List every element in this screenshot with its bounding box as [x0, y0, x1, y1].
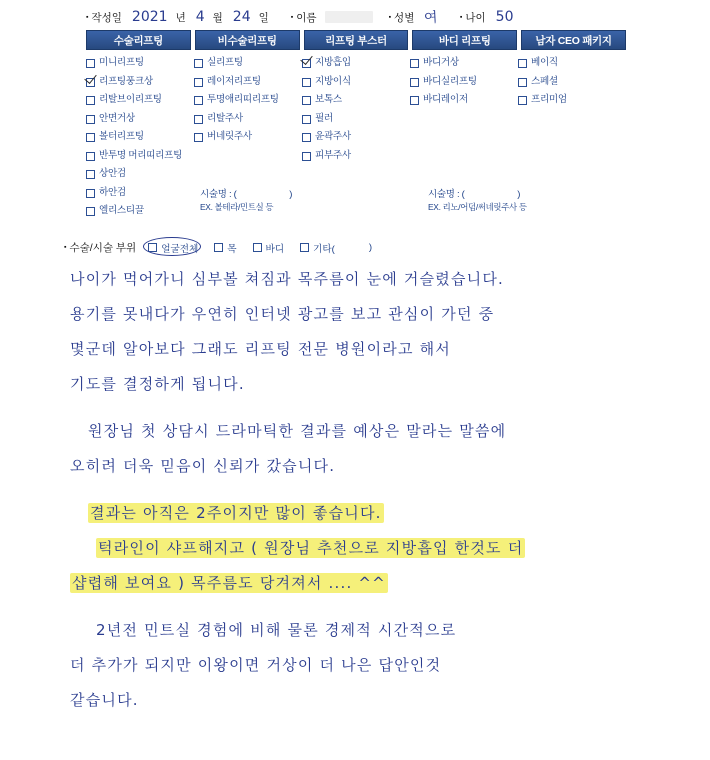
- checkbox-icon[interactable]: [86, 152, 95, 161]
- checkbox-checked-icon[interactable]: [302, 59, 311, 68]
- checkbox-icon[interactable]: [302, 78, 311, 87]
- checkbox-row[interactable]: [302, 56, 406, 75]
- note-line-text: 원장님 첫 상담시 드라마틱한 결과를 예상은 말라는 말씀에: [88, 422, 507, 440]
- bullet-icon: ▪: [290, 13, 294, 21]
- checkbox-icon[interactable]: [302, 133, 311, 142]
- options-grid: [86, 56, 631, 223]
- note-line-text: 2년전 민트실 경험에 비해 물론 경제적 시간적으로: [96, 621, 457, 639]
- note-line-highlighted: [70, 537, 650, 558]
- option-label: 보톡스: [315, 94, 342, 105]
- checkbox-row[interactable]: [194, 112, 298, 131]
- checkbox-row[interactable]: [86, 112, 190, 131]
- checkbox-icon[interactable]: [194, 96, 203, 105]
- checkbox-row[interactable]: [86, 167, 190, 186]
- area-option-neck[interactable]: [214, 241, 236, 255]
- checkbox-icon[interactable]: [194, 115, 203, 124]
- note-line-text: 나이가 먹어가니 심부볼 쳐짐과 목주름이 눈에 거슬렸습니다.: [70, 270, 505, 288]
- procedure-name-close-2: ): [517, 189, 521, 200]
- area-option-label: 목: [227, 243, 237, 255]
- option-label: 리프팅풍크상: [99, 75, 153, 87]
- procedure-example-2: EX. 리노/어덤/써네릿주사 등: [428, 202, 527, 212]
- option-label: 버네릿주사: [207, 131, 252, 142]
- option-label: 안면거상: [99, 112, 135, 124]
- area-option-other-close: ): [368, 242, 373, 253]
- bullet-icon: ▪: [459, 13, 463, 21]
- category-header-bar: [86, 30, 626, 50]
- bullet-icon: ▪: [64, 244, 67, 251]
- area-option-label: 바디: [265, 243, 285, 255]
- checkbox-row[interactable]: [410, 56, 514, 75]
- checkbox-icon[interactable]: [302, 96, 311, 105]
- checkbox-checked-icon[interactable]: [86, 78, 95, 87]
- treatment-area-row: [64, 240, 464, 255]
- option-label: 실리프팅: [207, 57, 243, 68]
- procedure-example-1: EX. 볼테라/민트실 등: [200, 202, 274, 212]
- checkbox-row[interactable]: [410, 75, 514, 94]
- option-label: 리탈브이리프팅: [99, 94, 162, 105]
- gender-label: 성별: [394, 11, 415, 24]
- gender-value: 여: [423, 9, 439, 27]
- option-label: 레이저리프팅: [207, 75, 261, 87]
- date-month-value: 4: [195, 9, 205, 25]
- note-line: [70, 373, 650, 394]
- note-line-text: 턱라인이 샤프해지고 ( 원장님 추천으로 지방흡입 한것도 더: [98, 539, 524, 557]
- checkbox-row[interactable]: [86, 75, 190, 94]
- checkbox-icon[interactable]: [86, 115, 95, 124]
- checkbox-row[interactable]: [86, 149, 190, 168]
- checkbox-icon[interactable]: [86, 96, 95, 105]
- checkbox-row[interactable]: [194, 93, 298, 112]
- area-option-body[interactable]: [253, 241, 285, 255]
- date-day-value: 24: [232, 9, 251, 25]
- checkbox-icon[interactable]: [253, 243, 262, 252]
- checkbox-icon[interactable]: [518, 96, 527, 105]
- procedure-name-close-1: ): [289, 189, 293, 200]
- checkbox-icon[interactable]: [194, 59, 203, 68]
- checkbox-row[interactable]: [86, 204, 190, 223]
- area-option-face[interactable]: [148, 241, 198, 255]
- area-option-other[interactable]: [300, 241, 372, 255]
- note-line-text: 용기를 못내다가 우연히 인터넷 광고를 보고 관심이 가던 중: [70, 305, 495, 323]
- option-label: 스페셜: [531, 75, 558, 87]
- checkbox-icon[interactable]: [300, 243, 309, 252]
- option-label: 프리미엄: [531, 94, 567, 105]
- note-line-highlighted: [70, 572, 650, 593]
- handwritten-circle-mark: [143, 237, 201, 256]
- column-lifting-booster: [302, 56, 406, 223]
- note-line: [70, 338, 650, 359]
- checkbox-icon[interactable]: [214, 243, 223, 252]
- checkbox-icon[interactable]: [410, 78, 419, 87]
- option-label: 하안검: [99, 186, 126, 198]
- checkbox-icon[interactable]: [194, 133, 203, 142]
- checkbox-icon[interactable]: [194, 78, 203, 87]
- note-line-highlighted: [70, 502, 650, 523]
- option-label: 바디레이저: [423, 94, 468, 105]
- checkbox-row[interactable]: [518, 56, 622, 75]
- checkbox-row[interactable]: [86, 93, 190, 112]
- checkbox-row[interactable]: [518, 93, 622, 112]
- category-lifting-booster: 리프팅 부스터: [304, 30, 409, 50]
- checkbox-row[interactable]: [302, 149, 406, 168]
- checkbox-row[interactable]: [518, 75, 622, 94]
- date-label: 작성일: [91, 11, 122, 24]
- note-line-text: 샵렵해 보여요 ) 목주름도 당겨져서 .... ^^: [72, 574, 386, 592]
- checkbox-row[interactable]: [194, 130, 298, 149]
- checkbox-icon[interactable]: [86, 133, 95, 142]
- note-line-text: 오히려 더욱 믿음이 신뢰가 갔습니다.: [70, 457, 336, 475]
- option-label: 엘리스티끌: [99, 205, 144, 216]
- procedure-name-label-1: 시술명 : (: [200, 189, 237, 200]
- category-surgical-lifting: 수술리프팅: [86, 30, 191, 50]
- category-ceo-package: 남자 CEO 패키지: [521, 30, 626, 50]
- checkbox-row[interactable]: [302, 75, 406, 94]
- category-body-lifting: 바디 리프팅: [412, 30, 517, 50]
- checkbox-icon[interactable]: [302, 115, 311, 124]
- checkbox-row[interactable]: [302, 130, 406, 149]
- checkbox-icon[interactable]: [518, 59, 527, 68]
- note-line-text: 결과는 아직은 2주이지만 많이 좋습니다.: [90, 504, 382, 522]
- day-unit: 일: [258, 11, 269, 24]
- option-label: 바디실리프팅: [423, 75, 477, 87]
- checkbox-row[interactable]: [86, 56, 190, 75]
- treatment-area-label: 수술/시술 부위: [69, 242, 137, 254]
- option-label: 투명애리띠리프팅: [207, 94, 279, 105]
- checkbox-row[interactable]: [86, 186, 190, 205]
- name-redaction: [325, 11, 373, 23]
- option-label: 베이직: [531, 57, 558, 68]
- option-label: 지방흡입: [315, 57, 351, 68]
- meta-row: [86, 6, 686, 28]
- checkbox-row[interactable]: [302, 112, 406, 131]
- column-ceo-package: [518, 56, 622, 223]
- month-unit: 월: [212, 11, 223, 24]
- checkbox-icon[interactable]: [86, 189, 95, 198]
- procedure-name-label-2: 시술명 : (: [428, 189, 465, 200]
- checkbox-icon[interactable]: [410, 59, 419, 68]
- note-line: [70, 654, 650, 675]
- checkbox-icon[interactable]: [86, 59, 95, 68]
- age-value: 50: [495, 9, 514, 25]
- category-nonsurgical-lifting: 비수술리프팅: [195, 30, 300, 50]
- option-label: 반투명 머리띠리프팅: [99, 149, 183, 161]
- year-unit: 년: [175, 11, 186, 24]
- area-option-label: 기타(: [313, 243, 335, 255]
- checkbox-row[interactable]: [194, 75, 298, 94]
- checkbox-icon[interactable]: [518, 78, 527, 87]
- option-label: 윤곽주사: [315, 131, 351, 142]
- note-line-text: 몇군데 알아보다 그래도 리프팅 전문 병원이라고 해서: [70, 340, 451, 358]
- note-line: [70, 689, 650, 710]
- age-label: 나이: [465, 11, 486, 24]
- checkbox-icon[interactable]: [86, 170, 95, 179]
- checkbox-row[interactable]: [302, 93, 406, 112]
- area-option-label: 얼굴전체: [161, 243, 199, 255]
- handwritten-note-area: [70, 268, 650, 724]
- option-label: 미니리프팅: [99, 57, 144, 68]
- note-line: [70, 619, 650, 640]
- option-label: 바디거상: [423, 57, 459, 68]
- checkbox-row[interactable]: [410, 93, 514, 112]
- note-line: [70, 268, 650, 289]
- note-line-text: 더 추가가 되지만 이왕이면 거상이 더 나은 답안인것: [70, 656, 442, 674]
- procedure-name-field-2[interactable]: [428, 186, 520, 200]
- note-line: [70, 455, 650, 476]
- checkbox-icon[interactable]: [302, 152, 311, 161]
- note-line: [70, 420, 650, 441]
- option-label: 피부주사: [315, 149, 351, 161]
- option-label: 지방이식: [315, 75, 351, 87]
- option-label: 필러: [315, 112, 333, 124]
- name-label: 이름: [296, 11, 317, 24]
- checkbox-row[interactable]: [194, 56, 298, 75]
- date-year-value: 2021: [131, 9, 168, 25]
- note-line: [70, 303, 650, 324]
- column-surgical-lifting: [86, 56, 190, 223]
- note-line-text: 기도를 결정하게 됩니다.: [70, 375, 245, 393]
- procedure-name-field-1[interactable]: [200, 186, 292, 200]
- checkbox-icon[interactable]: [86, 207, 95, 216]
- note-line-text: 같습니다.: [70, 691, 139, 709]
- option-label: 볼터리프팅: [99, 131, 144, 142]
- option-label: 리탈주사: [207, 112, 243, 124]
- checkbox-icon[interactable]: [410, 96, 419, 105]
- checkbox-row[interactable]: [86, 130, 190, 149]
- bullet-icon: ▪: [388, 13, 392, 21]
- bullet-icon: ▪: [86, 13, 89, 21]
- option-label: 상안검: [99, 168, 126, 179]
